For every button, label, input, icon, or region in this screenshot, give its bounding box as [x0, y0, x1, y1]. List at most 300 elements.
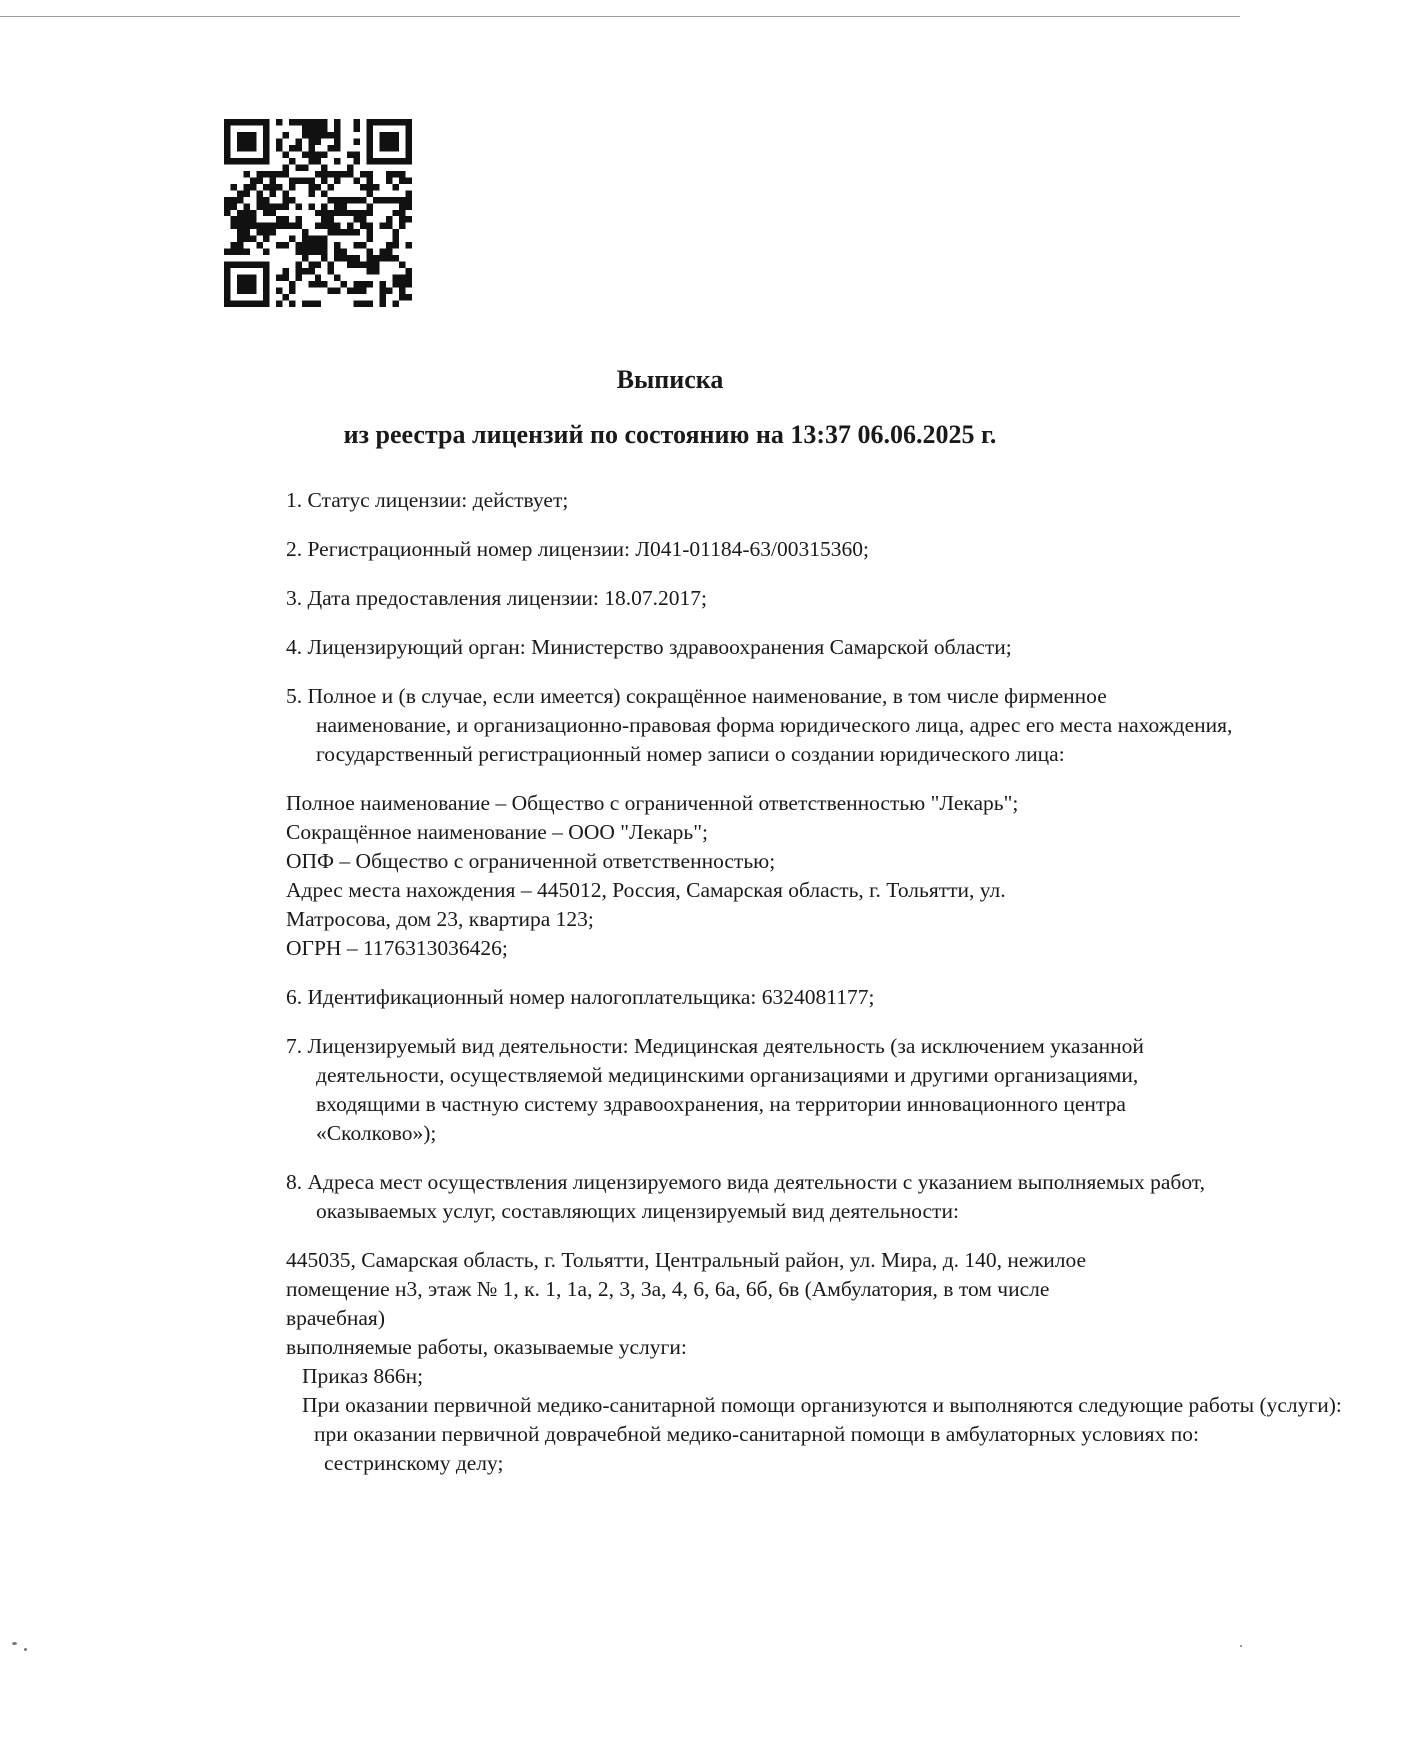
qr-module	[380, 294, 386, 300]
qr-module	[334, 210, 340, 216]
qr-module	[256, 229, 262, 235]
qr-module	[276, 138, 282, 144]
qr-module	[263, 151, 269, 157]
qr-module	[334, 223, 340, 229]
qr-module	[367, 229, 373, 235]
qr-module	[406, 138, 412, 144]
qr-module	[347, 229, 353, 235]
qr-module	[373, 119, 379, 125]
qr-module	[282, 294, 288, 300]
qr-module	[386, 288, 392, 294]
qr-module	[367, 138, 373, 144]
qr-module	[302, 242, 308, 248]
qr-module	[347, 288, 353, 294]
qr-module	[230, 203, 236, 209]
qr-module	[334, 171, 340, 177]
qr-module	[295, 262, 301, 268]
qr-module	[308, 125, 314, 131]
qr-module	[263, 132, 269, 138]
place-address-line-2: помещение н3, этаж № 1, к. 1, 1а, 2, 3, 3а, 4, 6, 6а, 6б, 6в (Амбулатория, в том числе	[286, 1277, 1050, 1301]
qr-module	[380, 223, 386, 229]
qr-module	[393, 210, 399, 216]
qr-module	[315, 171, 321, 177]
qr-module	[367, 119, 373, 125]
qr-module	[360, 197, 366, 203]
qr-module	[224, 262, 230, 268]
qr-module	[276, 223, 282, 229]
qr-module	[347, 197, 353, 203]
qr-module	[250, 281, 256, 287]
qr-module	[393, 197, 399, 203]
qr-module	[406, 177, 412, 183]
qr-module	[282, 171, 288, 177]
qr-module	[321, 242, 327, 248]
qr-module	[224, 281, 230, 287]
qr-module	[237, 216, 243, 222]
qr-module	[399, 275, 405, 281]
qr-module	[328, 262, 334, 268]
qr-module	[243, 216, 249, 222]
qr-module	[399, 171, 405, 177]
qr-module	[250, 119, 256, 125]
qr-module	[263, 262, 269, 268]
qr-module	[354, 158, 360, 164]
qr-module	[354, 281, 360, 287]
qr-module	[328, 197, 334, 203]
qr-module	[367, 223, 373, 229]
qr-module	[243, 184, 249, 190]
qr-module	[308, 262, 314, 268]
qr-module	[399, 197, 405, 203]
qr-module	[250, 223, 256, 229]
qr-module	[380, 138, 386, 144]
qr-module	[250, 262, 256, 268]
qr-module	[347, 223, 353, 229]
qr-module	[367, 145, 373, 151]
qr-module	[224, 288, 230, 294]
qr-module	[380, 281, 386, 287]
qr-module	[276, 145, 282, 151]
qr-module	[321, 216, 327, 222]
qr-module	[308, 184, 314, 190]
qr-module	[393, 301, 399, 307]
qr-module	[289, 197, 295, 203]
qr-module	[380, 249, 386, 255]
qr-module	[406, 197, 412, 203]
qr-module	[289, 145, 295, 151]
qr-module	[334, 229, 340, 235]
qr-module	[328, 268, 334, 274]
qr-module	[230, 216, 236, 222]
qr-module	[341, 229, 347, 235]
qr-module	[341, 255, 347, 261]
qr-module	[243, 275, 249, 281]
qr-module	[328, 145, 334, 151]
qr-module	[406, 145, 412, 151]
qr-module	[295, 223, 301, 229]
qr-module	[321, 125, 327, 131]
qr-module	[354, 262, 360, 268]
qr-module	[334, 125, 340, 131]
qr-module	[354, 216, 360, 222]
qr-module	[354, 151, 360, 157]
qr-module	[360, 184, 366, 190]
qr-module	[237, 119, 243, 125]
qr-module	[406, 294, 412, 300]
qr-module	[354, 229, 360, 235]
qr-module	[393, 145, 399, 151]
qr-module	[263, 145, 269, 151]
qr-module	[289, 223, 295, 229]
qr-module	[263, 294, 269, 300]
qr-module	[386, 249, 392, 255]
qr-module	[347, 255, 353, 261]
organization-address-line-2: Матросова, дом 23, квартира 123;	[286, 907, 594, 931]
qr-module	[328, 223, 334, 229]
qr-module	[315, 158, 321, 164]
qr-module	[334, 275, 340, 281]
qr-module	[263, 125, 269, 131]
qr-module	[263, 229, 269, 235]
qr-module	[237, 223, 243, 229]
qr-module	[295, 203, 301, 209]
qr-module	[380, 197, 386, 203]
primary-care-works: При оказании первичной медико-санитарной помощи организуются и выполняются следующие работы (услуги):	[302, 1393, 1342, 1417]
qr-module	[230, 119, 236, 125]
qr-module	[341, 249, 347, 255]
qr-module	[237, 229, 243, 235]
qr-module	[367, 268, 373, 274]
qr-module	[256, 171, 262, 177]
qr-module	[302, 132, 308, 138]
qr-module	[243, 145, 249, 151]
qr-module	[406, 190, 412, 196]
qr-module	[276, 119, 282, 125]
qr-module	[289, 301, 295, 307]
qr-module	[263, 249, 269, 255]
qr-module	[302, 236, 308, 242]
qr-module	[334, 197, 340, 203]
qr-module	[224, 132, 230, 138]
organization-details	[286, 789, 1236, 963]
qr-module	[237, 242, 243, 248]
qr-module	[269, 177, 275, 183]
qr-module	[386, 216, 392, 222]
qr-module	[354, 301, 360, 307]
qr-module	[295, 138, 301, 144]
qr-module	[243, 249, 249, 255]
qr-module	[282, 216, 288, 222]
qr-module	[308, 119, 314, 125]
qr-module	[243, 262, 249, 268]
qr-module	[289, 184, 295, 190]
qr-module	[263, 158, 269, 164]
qr-module	[315, 138, 321, 144]
scan-speck	[1240, 1645, 1242, 1647]
qr-module	[380, 158, 386, 164]
qr-module	[367, 190, 373, 196]
qr-module	[360, 242, 366, 248]
qr-module	[360, 216, 366, 222]
place-address-line-3: врачебная)	[286, 1306, 385, 1330]
qr-module	[289, 236, 295, 242]
qr-module	[354, 177, 360, 183]
qr-module	[237, 190, 243, 196]
organization-short-name: Сокращённое наименование – ООО "Лекарь";	[286, 820, 708, 844]
qr-module	[224, 210, 230, 216]
qr-module	[250, 216, 256, 222]
qr-module	[315, 242, 321, 248]
qr-module	[321, 164, 327, 170]
qr-module	[354, 119, 360, 125]
qr-module	[237, 138, 243, 144]
qr-module	[334, 288, 340, 294]
qr-module	[224, 275, 230, 281]
qr-module	[263, 268, 269, 274]
qr-module	[406, 125, 412, 131]
qr-module	[393, 236, 399, 242]
qr-module	[334, 249, 340, 255]
qr-module	[406, 151, 412, 157]
qr-module	[393, 138, 399, 144]
qr-module	[295, 275, 301, 281]
qr-module	[269, 184, 275, 190]
qr-module	[386, 177, 392, 183]
qr-module	[302, 229, 308, 235]
qr-module	[224, 268, 230, 274]
qr-module	[334, 242, 340, 248]
qr-module	[256, 223, 262, 229]
qr-module	[321, 255, 327, 261]
qr-module	[334, 255, 340, 261]
licensing-authority: 4. Лицензирующий орган: Министерство здравоохранения Самарской области;	[286, 635, 1012, 659]
qr-module	[230, 158, 236, 164]
qr-module	[393, 132, 399, 138]
qr-module	[250, 301, 256, 307]
order-reference: Приказ 866н;	[302, 1364, 424, 1388]
qr-module	[347, 210, 353, 216]
qr-module	[315, 223, 321, 229]
qr-module	[341, 171, 347, 177]
place-address-line-1: 445035, Самарская область, г. Тольятти, Центральный район, ул. Мира, д. 140, нежилое	[286, 1248, 1087, 1272]
qr-module	[302, 125, 308, 131]
scan-speck	[24, 1648, 27, 1651]
qr-module	[354, 138, 360, 144]
qr-module	[295, 268, 301, 274]
qr-module	[315, 281, 321, 287]
qr-module	[289, 281, 295, 287]
qr-module	[321, 210, 327, 216]
qr-module	[321, 236, 327, 242]
qr-module	[230, 223, 236, 229]
qr-module	[308, 158, 314, 164]
qr-module	[250, 132, 256, 138]
qr-module	[334, 119, 340, 125]
qr-module	[393, 255, 399, 261]
licensed-activity: 7. Лицензируемый вид деятельности: Медицинская деятельность (за исключением указанной деятельности, осуществляемой медицинскими организациями и другими организациями, входящими в частную систему здравоохранения, на территории инновационного центра «Сколково»);	[286, 1034, 1144, 1145]
qr-module	[406, 158, 412, 164]
qr-module	[321, 151, 327, 157]
qr-module	[308, 249, 314, 255]
qr-module	[308, 138, 314, 144]
qr-module	[243, 119, 249, 125]
qr-module	[328, 229, 334, 235]
qr-module	[321, 190, 327, 196]
activity-place	[286, 1246, 1342, 1478]
document-subtitle: из реестра лицензий по состоянию на 13:37 06.06.2025 г.	[343, 420, 997, 449]
qr-module	[243, 190, 249, 196]
qr-module	[393, 158, 399, 164]
qr-module	[282, 203, 288, 209]
qr-module	[399, 294, 405, 300]
qr-module	[386, 242, 392, 248]
qr-module	[399, 262, 405, 268]
qr-module	[230, 249, 236, 255]
qr-module	[302, 268, 308, 274]
qr-module	[393, 275, 399, 281]
qr-module	[373, 158, 379, 164]
qr-module	[341, 281, 347, 287]
qr-module	[276, 184, 282, 190]
qr-module	[399, 158, 405, 164]
qr-module	[250, 177, 256, 183]
qr-module	[308, 203, 314, 209]
qr-module	[328, 288, 334, 294]
qr-module	[308, 151, 314, 157]
qr-module	[321, 177, 327, 183]
qr-module	[373, 184, 379, 190]
qr-module	[282, 132, 288, 138]
qr-module	[295, 216, 301, 222]
qr-module	[386, 138, 392, 144]
qr-module	[250, 145, 256, 151]
qr-module	[399, 223, 405, 229]
qr-module	[237, 301, 243, 307]
qr-module	[367, 262, 373, 268]
qr-module	[269, 229, 275, 235]
qr-module	[263, 281, 269, 287]
qr-module	[224, 138, 230, 144]
qr-module	[321, 249, 327, 255]
qr-module	[243, 229, 249, 235]
qr-module	[256, 242, 262, 248]
qr-module	[367, 281, 373, 287]
qr-module	[289, 158, 295, 164]
qr-module	[347, 164, 353, 170]
qr-module	[302, 119, 308, 125]
qr-module	[308, 190, 314, 196]
qr-module	[224, 125, 230, 131]
qr-module	[308, 236, 314, 242]
qr-module	[276, 288, 282, 294]
qr-module	[367, 301, 373, 307]
qr-module	[237, 210, 243, 216]
qr-module	[256, 262, 262, 268]
qr-module	[334, 138, 340, 144]
qr-module	[250, 210, 256, 216]
license-status: 1. Статус лицензии: действует;	[286, 488, 569, 512]
qr-module	[386, 197, 392, 203]
qr-module	[386, 255, 392, 261]
qr-module	[295, 242, 301, 248]
qr-module	[334, 177, 340, 183]
qr-module	[308, 268, 314, 274]
qr-module	[321, 203, 327, 209]
qr-module	[256, 190, 262, 196]
qr-module	[224, 249, 230, 255]
qr-module	[328, 210, 334, 216]
qr-module	[393, 281, 399, 287]
qr-module	[360, 210, 366, 216]
qr-module	[328, 216, 334, 222]
qr-module	[263, 171, 269, 177]
qr-module	[295, 177, 301, 183]
qr-module	[243, 138, 249, 144]
qr-module	[250, 184, 256, 190]
qr-module	[399, 210, 405, 216]
qr-module	[308, 242, 314, 248]
qr-module	[315, 119, 321, 125]
qr-module	[406, 203, 412, 209]
qr-module	[367, 210, 373, 216]
qr-module	[282, 197, 288, 203]
qr-module	[243, 223, 249, 229]
qr-module	[399, 216, 405, 222]
qr-module	[295, 145, 301, 151]
qr-module	[269, 203, 275, 209]
qr-module	[302, 177, 308, 183]
qr-module	[315, 210, 321, 216]
qr-module	[224, 158, 230, 164]
qr-module	[282, 223, 288, 229]
qr-module	[380, 301, 386, 307]
qr-module	[308, 177, 314, 183]
qr-module	[399, 203, 405, 209]
qr-module	[341, 197, 347, 203]
qr-module	[373, 255, 379, 261]
qr-module	[302, 164, 308, 170]
qr-module	[263, 138, 269, 144]
qr-module	[295, 119, 301, 125]
qr-module	[328, 171, 334, 177]
qr-module	[341, 203, 347, 209]
qr-module	[224, 151, 230, 157]
qr-module	[315, 125, 321, 131]
qr-module	[393, 242, 399, 248]
qr-module	[237, 236, 243, 242]
qr-module	[243, 301, 249, 307]
qr-module	[406, 242, 412, 248]
qr-module	[263, 301, 269, 307]
qr-module	[367, 249, 373, 255]
qr-module	[367, 171, 373, 177]
qr-module	[360, 171, 366, 177]
qr-module	[373, 262, 379, 268]
qr-module	[315, 236, 321, 242]
qr-module	[386, 158, 392, 164]
qr-module	[237, 281, 243, 287]
qr-module	[243, 288, 249, 294]
qr-module	[354, 125, 360, 131]
qr-module	[269, 210, 275, 216]
qr-module	[399, 119, 405, 125]
qr-module	[315, 249, 321, 255]
qr-module	[380, 288, 386, 294]
qr-module	[256, 158, 262, 164]
qr-module	[367, 158, 373, 164]
qr-module	[250, 288, 256, 294]
qr-module	[315, 151, 321, 157]
